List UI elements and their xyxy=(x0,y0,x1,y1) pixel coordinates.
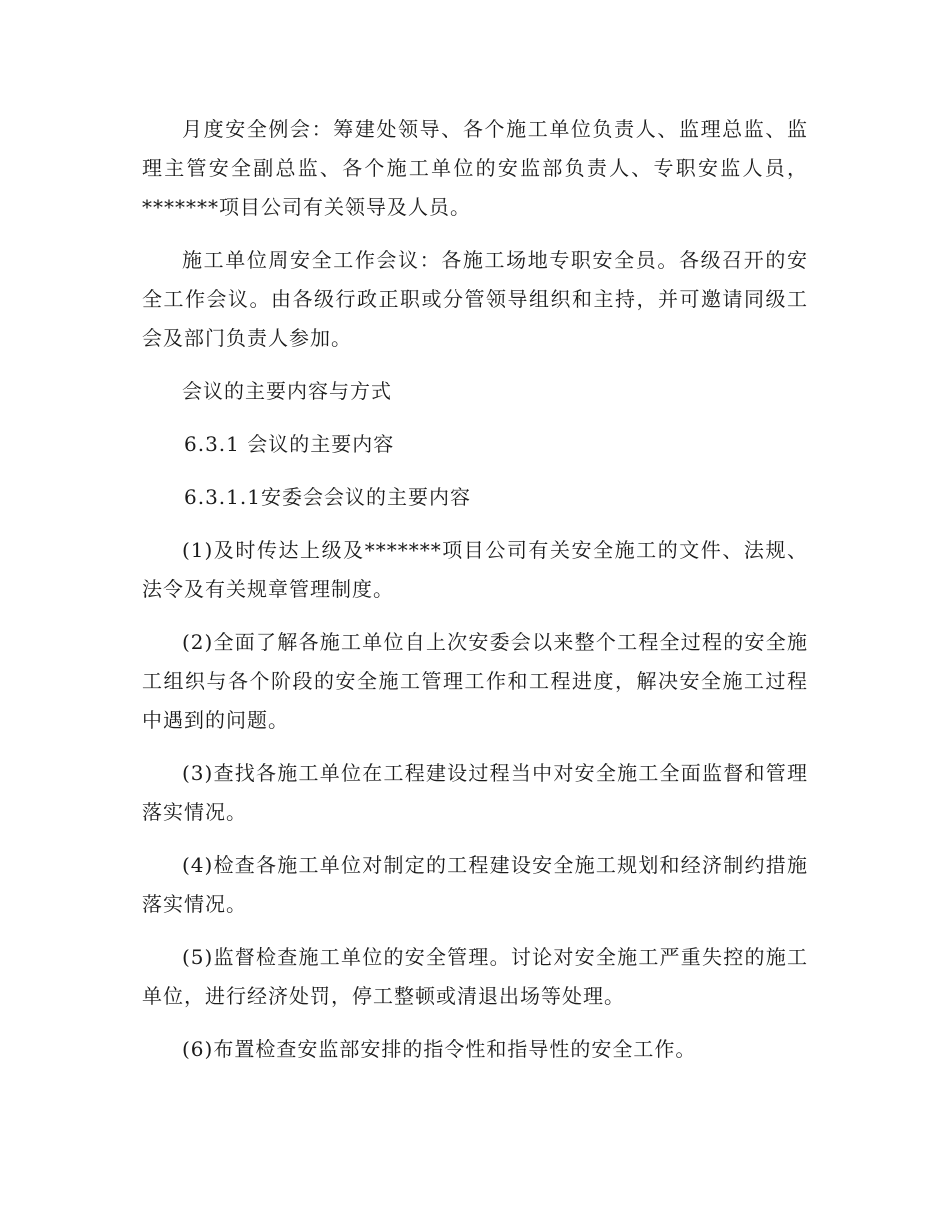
list-item-1: (1)及时传达上级及*******项目公司有关安全施工的文件、法规、法令及有关规章管理制度。 xyxy=(142,538,808,601)
list-item-4: (4)检查各施工单位对制定的工程建设安全施工规划和经济制约措施落实情况。 xyxy=(142,853,808,916)
paragraph-weekly-meeting: 施工单位周安全工作会议：各施工场地专职安全员。各级召开的安全工作会议。由各级行政正职或分管领导组织和主持，并可邀请同级工会及部门负责人参加。 xyxy=(142,248,808,350)
paragraph-monthly-meeting: 月度安全例会：筹建处领导、各个施工单位负责人、监理总监、监理主管安全副总监、各个施工单位的安监部负责人、专职安监人员，*******项目公司有关领导及人员。 xyxy=(142,117,808,219)
heading-6-3-1: 6.3.1 会议的主要内容 xyxy=(184,432,395,456)
list-item-6: (6)布置检查安监部安排的指令性和指导性的安全工作。 xyxy=(182,1037,697,1061)
heading-meeting-content-method: 会议的主要内容与方式 xyxy=(182,379,392,403)
list-item-3: (3)查找各施工单位在工程建设过程当中对安全施工全面监督和管理落实情况。 xyxy=(142,761,808,824)
document-body xyxy=(142,110,808,1083)
list-item-5: (5)监督检查施工单位的安全管理。讨论对安全施工严重失控的施工单位，进行经济处罚，停工整顿或清退出场等处理。 xyxy=(142,945,808,1008)
heading-6-3-1-1: 6.3.1.1安委会会议的主要内容 xyxy=(184,485,471,509)
list-item-2: (2)全面了解各施工单位自上次安委会以来整个工程全过程的安全施工组织与各个阶段的安全施工管理工作和工程进度，解决安全施工过程中遇到的问题。 xyxy=(142,630,808,732)
